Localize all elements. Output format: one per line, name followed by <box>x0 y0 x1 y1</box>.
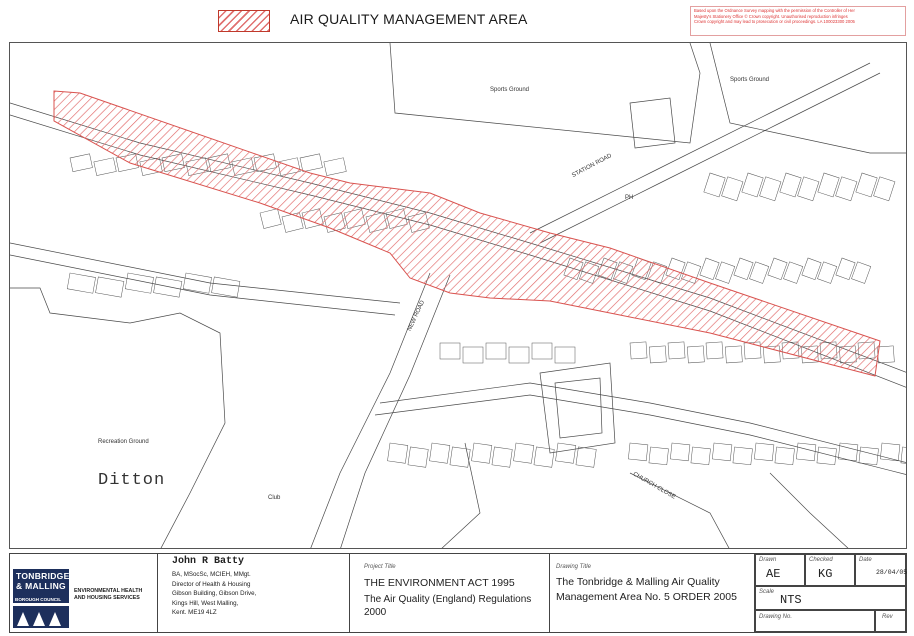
property-plot <box>796 443 816 461</box>
map-legend <box>0 0 914 42</box>
map-label-new-road: NEW ROAD <box>406 299 427 333</box>
property-plot <box>260 209 281 229</box>
property-plot <box>775 447 795 465</box>
officer-cell <box>158 554 350 632</box>
dept-line: ENVIRONMENTAL HEALTH <box>74 588 143 594</box>
property-plot <box>691 447 711 465</box>
aqma-polygon <box>54 91 880 376</box>
officer-line: BA, MSocSc, MCIEH, MMgt. <box>172 571 251 578</box>
project-title-cell <box>350 554 550 632</box>
dept-line: AND HOUSING SERVICES <box>74 595 140 601</box>
property-plot <box>704 173 725 197</box>
property-plot <box>630 342 647 359</box>
property-plot <box>706 342 723 359</box>
property-plot <box>408 447 428 467</box>
property-plot <box>94 158 116 176</box>
drawing-title-cell <box>550 554 755 632</box>
property-plot <box>687 346 704 363</box>
checked-value: KG <box>818 567 833 581</box>
property-plot <box>532 343 552 359</box>
property-plot <box>668 342 685 359</box>
map-label-station-road: STATION ROAD <box>571 152 613 180</box>
rev-box <box>875 610 906 632</box>
council-logo <box>13 569 69 599</box>
property-plot <box>67 273 95 293</box>
legend-title: AIR QUALITY MANAGEMENT AREA <box>290 11 528 27</box>
property-plot <box>836 177 857 201</box>
property-plot <box>754 443 774 461</box>
property-plot <box>576 447 596 467</box>
property-plot <box>856 173 877 197</box>
drawing-title: The Tonbridge & Malling Air Quality Management Area No. 5 ORDER 2005 <box>556 576 737 603</box>
officer-details <box>172 570 256 618</box>
date-value: 28/04/05 <box>876 569 908 576</box>
project-caption: Project Title <box>364 564 396 570</box>
property-plot <box>492 447 512 467</box>
copyright-line: Based upon the Ordnance Survey mapping with the permission of the Controller of Her <box>694 8 855 13</box>
title-block <box>9 553 907 633</box>
officer-signature: John R Batty <box>172 556 245 567</box>
property-plot <box>324 158 346 176</box>
property-plot <box>212 277 240 297</box>
property-plot <box>486 343 506 359</box>
property-plot <box>555 443 575 463</box>
scale-caption: Scale <box>759 589 775 595</box>
scale-box <box>755 586 906 610</box>
logo-line: TONBRIDGE <box>16 571 70 581</box>
copyright-line: Crown copyright and may lead to prosecution or civil proceedings. LA 100023300 2005 <box>694 19 855 25</box>
property-plot <box>780 173 801 197</box>
date-caption: Date <box>859 557 872 563</box>
property-plot <box>670 443 690 461</box>
property-plot <box>555 347 575 363</box>
property-plot <box>429 443 449 463</box>
property-plot <box>450 447 470 467</box>
property-plot <box>877 346 894 363</box>
drawing-caption: Drawing Title <box>556 564 591 570</box>
map-label-sports-ground: Sports Ground <box>490 87 530 93</box>
officer-line: Director of Health & Housing <box>172 580 251 588</box>
property-plot <box>733 447 753 465</box>
copyright-notice <box>690 6 906 36</box>
project-title-line1: THE ENVIRONMENT ACT 1995 <box>364 577 515 589</box>
property-plot <box>649 346 666 363</box>
property-plot <box>70 154 92 172</box>
drawn-value: AE <box>766 567 781 581</box>
property-plot <box>742 173 763 197</box>
copyright-line: Majesty's Stationery Office © Crown copyright. Unauthorised reproduction infringes <box>694 13 848 19</box>
property-plot <box>874 177 895 201</box>
map-canvas[interactable] <box>9 42 907 549</box>
logo-line: & MALLING <box>16 581 66 591</box>
property-plot <box>628 443 648 461</box>
property-plot <box>463 347 483 363</box>
property-plot <box>798 177 819 201</box>
checked-box <box>805 554 855 586</box>
property-plot <box>649 447 669 465</box>
property-plot <box>471 443 491 463</box>
map-label-church-close: CHURCH CLOSE <box>631 471 677 501</box>
property-plot <box>818 173 839 197</box>
scale-value: NTS <box>780 593 802 607</box>
drawing-meta-cell <box>755 554 906 632</box>
officer-line: Gibson Building, Gibson Drive, <box>172 590 257 597</box>
council-logo-cell <box>10 554 158 632</box>
checked-caption: Checked <box>809 557 833 563</box>
property-plot <box>154 277 182 297</box>
drawing-no-caption: Drawing No. <box>759 614 793 620</box>
property-plot <box>387 443 407 463</box>
officer-line: Kings Hill, West Malling, <box>172 599 239 607</box>
castle-icon <box>13 606 69 628</box>
property-plot <box>440 343 460 359</box>
drawn-caption: Drawn <box>759 557 777 563</box>
property-plot <box>300 154 322 172</box>
map-label-ditton: Ditton <box>98 471 166 490</box>
map-label-sports-ground: Sports Ground <box>730 77 770 83</box>
property-plot <box>760 177 781 201</box>
rev-caption: Rev <box>882 614 893 620</box>
property-plot <box>725 346 742 363</box>
date-box <box>855 554 906 586</box>
map-label-pub: PH <box>625 195 634 201</box>
logo-council: BOROUGH COUNCIL <box>13 596 69 603</box>
property-plot <box>534 447 554 467</box>
department-name <box>74 588 156 602</box>
map-label-club: Club <box>268 495 281 501</box>
aqma-legend-swatch <box>218 10 270 32</box>
project-title-line2: The Air Quality (England) Regulations 2000 <box>364 594 532 618</box>
property-plot <box>509 347 529 363</box>
property-plot <box>513 443 533 463</box>
property-plot <box>96 277 124 297</box>
officer-line: Kent. ME19 4LZ <box>172 609 217 616</box>
drawing-no-box <box>755 610 875 632</box>
property-plot <box>712 443 732 461</box>
drawn-box <box>755 554 805 586</box>
property-plot <box>859 447 879 465</box>
map-label-recreation-ground: Recreation Ground <box>98 439 149 445</box>
property-plot <box>722 177 743 201</box>
